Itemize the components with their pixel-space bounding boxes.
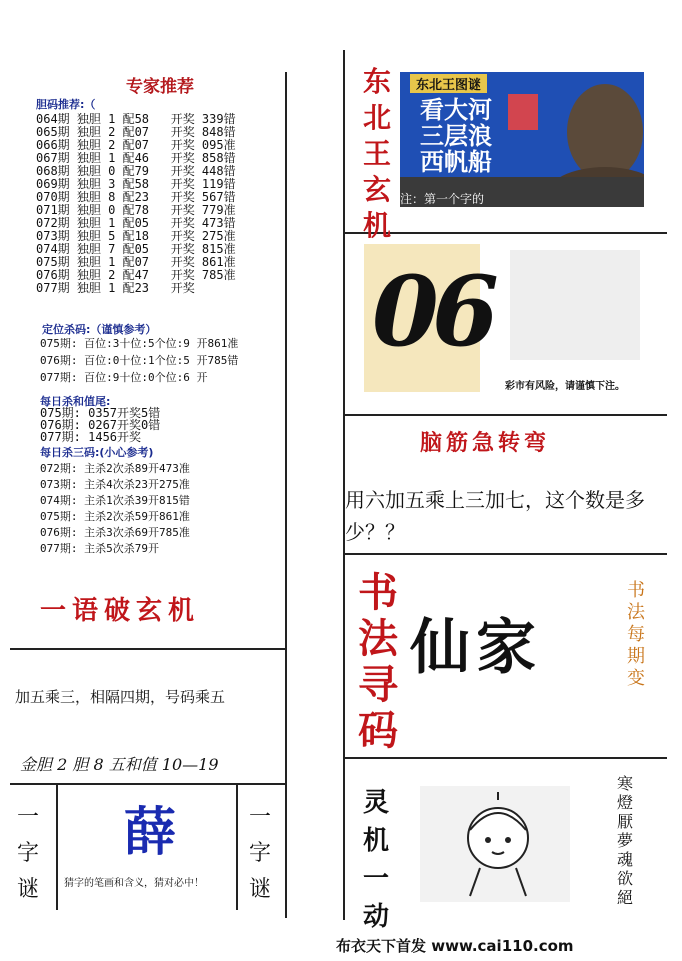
dan-row: 075期 独胆 1 配07 开奖 861准 <box>36 255 236 269</box>
poem-char: 魂 <box>616 850 633 869</box>
side-char: 期 <box>627 646 645 667</box>
divider <box>10 648 286 650</box>
yiyu-title: 一语破玄机 <box>40 596 201 626</box>
side-char: 每 <box>627 624 645 645</box>
blurred-area <box>510 250 640 360</box>
pos-row: 076期: 百位:0十位:1个位:5 开785错 <box>40 354 239 367</box>
title-char: 玄 <box>362 173 391 206</box>
title-char: 北 <box>362 101 391 134</box>
gold-line: 金胆 2 胆 8 五和值 10—19 <box>20 755 219 774</box>
divider <box>236 784 238 910</box>
dan-row: 077期 独胆 1 配23 开奖 <box>36 281 195 295</box>
title-char: 动 <box>362 902 389 932</box>
divider <box>285 72 287 918</box>
poem-char: 燈 <box>616 793 633 812</box>
title-char: 王 <box>362 137 391 170</box>
title-char: 寻 <box>358 661 398 708</box>
poem-char: 夢 <box>616 831 633 850</box>
daily-row: 075期: 0357开奖5错 <box>40 406 161 420</box>
banner-line: 西帆船 <box>420 147 492 176</box>
banner-line: 三层浪 <box>420 121 492 150</box>
three-row: 074期: 主杀1次杀39开815错 <box>40 494 190 507</box>
riddle-text: 加五乘三，相隔四期，号码乘五 <box>15 688 226 706</box>
poem-vertical <box>612 774 638 907</box>
side-char: 书 <box>627 580 645 601</box>
daily-head: 每日杀和值尾: <box>40 395 111 408</box>
poem-char: 寒 <box>616 774 633 793</box>
brain-teaser-title: 脑筋急转弯 <box>420 430 551 456</box>
calligraphy-title <box>348 570 408 754</box>
dan-row: 067期 独胆 1 配46 开奖 858错 <box>36 151 236 165</box>
side-char: 变 <box>627 668 645 689</box>
dan-row: 074期 独胆 7 配05 开奖 815准 <box>36 242 236 256</box>
divider <box>345 414 667 416</box>
divider <box>56 784 58 910</box>
banner-line: 看大河 <box>420 95 492 124</box>
title-char: 机 <box>362 826 389 856</box>
dan-row: 069期 独胆 3 配58 开奖 119错 <box>36 177 236 191</box>
dan-row: 066期 独胆 2 配07 开奖 095准 <box>36 138 236 152</box>
dan-row: 073期 独胆 5 配18 开奖 275准 <box>36 229 236 243</box>
side-char: 谜 <box>248 877 271 902</box>
cartoon-girl-image <box>420 786 570 902</box>
daily-row: 077期: 1456开奖 <box>40 430 142 444</box>
brain-teaser-question: 用六加五乘上三加七，这个数是多少？？ <box>345 488 645 544</box>
pos-row: 075期: 百位:3十位:5个位:9 开861准 <box>40 337 239 350</box>
three-row: 073期: 主杀4次杀23开275准 <box>40 478 190 491</box>
pos-row: 077期: 百位:9十位:0个位:6 开 <box>40 371 208 384</box>
divider <box>345 553 667 555</box>
title-char: 书 <box>358 569 398 616</box>
guess-text: 猜字的笔画和含义，猜对必中！ <box>64 878 204 889</box>
poem-char: 欲 <box>616 869 633 888</box>
side-char: 法 <box>627 602 645 623</box>
title-char: 一 <box>362 864 389 894</box>
three-row: 077期: 主杀5次杀79开 <box>40 542 159 555</box>
title-char: 码 <box>358 707 398 754</box>
pos-head: 定位杀码:（谨慎参考） <box>42 323 157 336</box>
title-char: 东 <box>362 65 391 98</box>
poem-char: 絕 <box>616 888 633 907</box>
footer-link[interactable]: 布衣天下首发 www.cai110.com <box>336 937 574 955</box>
three-row: 072期: 主杀2次杀89开473准 <box>40 462 190 475</box>
dan-row: 071期 独胆 0 配78 开奖 779准 <box>36 203 236 217</box>
side-char: 字 <box>16 841 39 866</box>
expert-title: 专家推荐 <box>126 77 194 97</box>
dan-head: 胆码推荐:（ <box>36 98 96 111</box>
lingji-title <box>356 784 396 936</box>
risk-note: 彩市有风险，请谨慎下注。 <box>505 381 625 392</box>
side-char: 一 <box>248 805 271 830</box>
dan-row: 068期 独胆 0 配79 开奖 448错 <box>36 164 236 178</box>
vertical-title <box>360 64 394 244</box>
calligraphy-main: 仙家 <box>410 613 542 683</box>
cartoon-girl-icon <box>420 786 570 902</box>
calligraphy-side <box>624 580 648 690</box>
daily-row: 076期: 0267开奖0错 <box>40 418 161 432</box>
dan-row: 076期 独胆 2 配47 开奖 785准 <box>36 268 236 282</box>
poem-char: 厭 <box>616 812 633 831</box>
side-char: 谜 <box>16 877 39 902</box>
dan-row: 064期 独胆 1 配58 开奖 339错 <box>36 112 236 126</box>
digit: 6 <box>432 255 499 368</box>
dan-row: 070期 独胆 8 配23 开奖 567错 <box>36 190 236 204</box>
three-head: 每日杀三码:(小心参考) <box>40 446 154 459</box>
banner-top: 东北王图谜 <box>410 74 487 93</box>
side-char: 字 <box>248 841 271 866</box>
dan-row: 065期 独胆 2 配07 开奖 848错 <box>36 125 236 139</box>
digit: 0 <box>372 255 439 368</box>
dan-row: 072期 独胆 1 配05 开奖 473错 <box>36 216 236 230</box>
title-char: 法 <box>358 615 398 662</box>
side-char: 一 <box>16 805 39 830</box>
divider <box>10 783 286 785</box>
divider <box>345 757 667 759</box>
banner-note: 注：第一个字的 <box>400 192 485 206</box>
three-row: 075期: 主杀2次杀59开861准 <box>40 510 190 523</box>
title-char: 机 <box>362 209 391 242</box>
title-char: 灵 <box>362 788 389 818</box>
three-row: 076期: 主杀3次杀69开785准 <box>40 526 190 539</box>
riddle-character: 薛 <box>123 802 176 863</box>
